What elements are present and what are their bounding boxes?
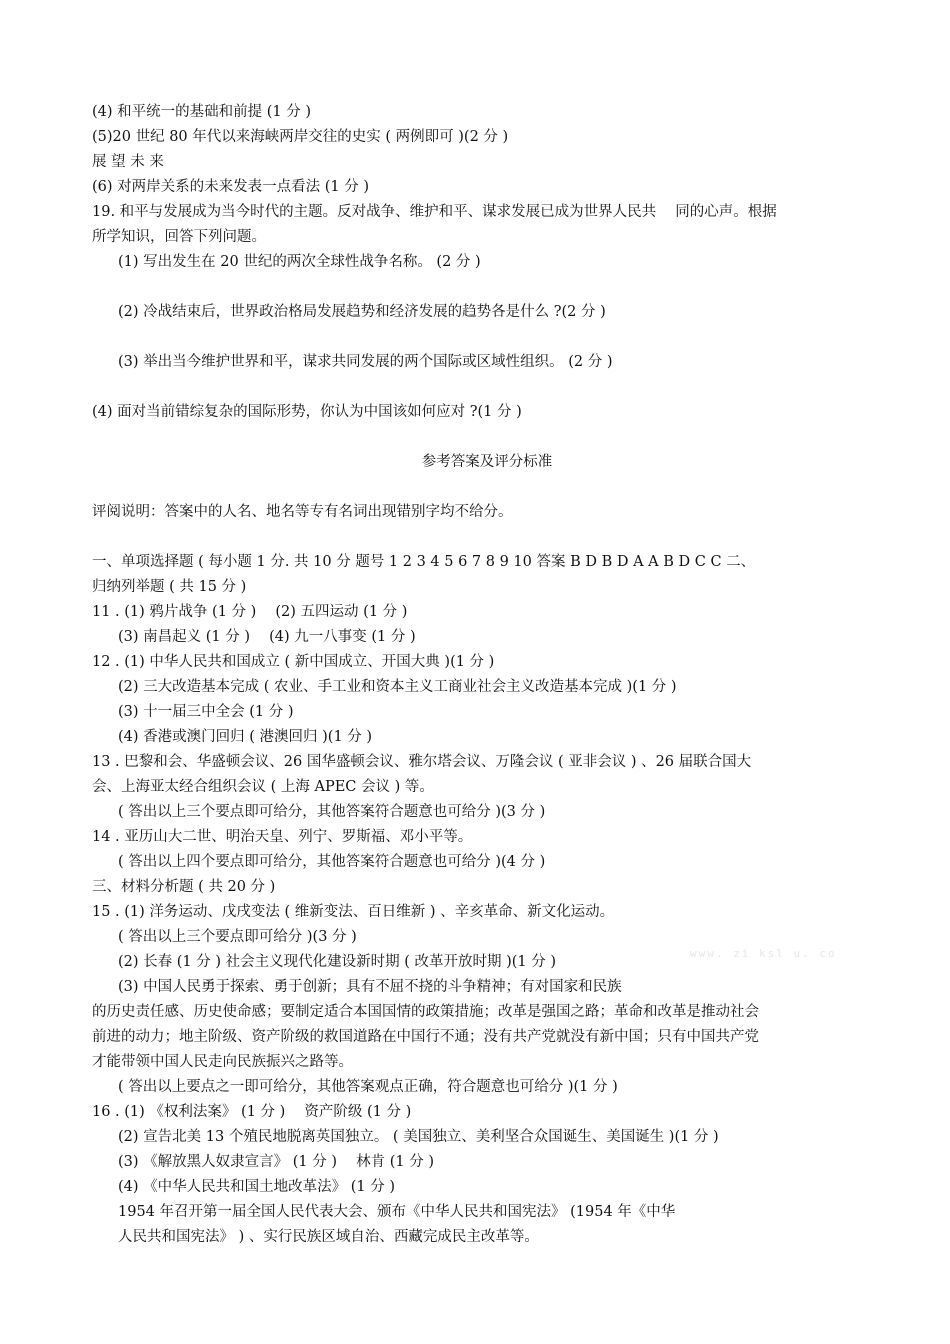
section-3-heading: 三、材料分析题 ( 共 20 分 ) bbox=[92, 879, 276, 895]
question-19-text: 19. 和平与发展成为当今时代的主题。反对战争、维护和平、谋求发展已成为世界人民共 同的心声。根据 bbox=[92, 204, 777, 220]
answer-line: 展 望 未 来 bbox=[92, 154, 164, 170]
document-page bbox=[92, 100, 882, 1250]
answer-16: (3) 《解放黑人奴隶宣言》 (1 分 ) 林肯 (1 分 ) bbox=[118, 1154, 434, 1170]
answer-11: (3) 南昌起义 (1 分 ) (4) 九一八事变 (1 分 ) bbox=[118, 629, 416, 645]
answer-15: 前进的动力；地主阶级、资产阶级的救国道路在中国行不通；没有共产党就没有新中国；只有中国共产党 bbox=[92, 1029, 759, 1045]
question-19-sub: (1) 写出发生在 20 世纪的两次全球性战争名称。 (2 分 ) bbox=[118, 254, 481, 270]
answer-16: (2) 宣告北美 13 个殖民地脱离英国独立。 ( 美国独立、美利坚合众国诞生、美国诞生 )(1 分 ) bbox=[118, 1129, 719, 1145]
answer-16: 1954 年召开第一届全国人民代表大会、颁布《中华人民共和国宪法》 (1954 年《中华 bbox=[118, 1204, 676, 1220]
section-heading: 参考答案及评分标准 bbox=[421, 454, 553, 470]
answer-line: (5)20 世纪 80 年代以来海峡两岸交往的史实 ( 两例即可 )(2 分 ) bbox=[92, 129, 509, 145]
answer-line: (6) 对两岸关系的未来发表一点看法 (1 分 ) bbox=[92, 179, 370, 195]
question-19-sub: (3) 举出当今维护世界和平，谋求共同发展的两个国际或区域性组织。 (2 分 ) bbox=[118, 354, 613, 370]
answer-13: ( 答出以上三个要点即可给分，其他答案符合题意也可给分 )(3 分 ) bbox=[118, 804, 546, 820]
answer-15: (2) 长春 (1 分 ) 社会主义现代化建设新时期 ( 改革开放时期 )(1 分 ) bbox=[118, 954, 557, 970]
faint-watermark: www. zi ksl u. co bbox=[690, 947, 837, 960]
answer-16: 16 . (1) 《权利法案》 (1 分 ) 资产阶级 (1 分 ) bbox=[92, 1104, 412, 1120]
answer-15: 才能带领中国人民走向民族振兴之路等。 bbox=[92, 1054, 353, 1070]
answer-12: 12 . (1) 中华人民共和国成立 ( 新中国成立、开国大典 )(1 分 ) bbox=[92, 654, 495, 670]
answer-12: (4) 香港或澳门回归 ( 港澳回归 )(1 分 ) bbox=[118, 729, 373, 745]
answer-14: 14 . 亚历山大二世、明治天皇、列宁、罗斯福、邓小平等。 bbox=[92, 829, 473, 845]
answer-15: ( 答出以上要点之一即可给分，其他答案观点正确，符合题意也可给分 )(1 分 ) bbox=[118, 1079, 618, 1095]
answer-line: (4) 和平统一的基础和前提 (1 分 ) bbox=[92, 104, 312, 120]
answer-14: ( 答出以上四个要点即可给分，其他答案符合题意也可给分 )(4 分 ) bbox=[118, 854, 546, 870]
answer-13: 会、上海亚太经合组织会议 ( 上海 APEC 会议 ) 等。 bbox=[92, 779, 434, 795]
answer-12: (2) 三大改造基本完成 ( 农业、手工业和资本主义工商业社会主义改造基本完成 )(1 分 ) bbox=[118, 679, 677, 695]
question-19-sub: (4) 面对当前错综复杂的国际形势，你认为中国该如何应对 ?(1 分 ) bbox=[92, 404, 522, 420]
answer-13: 13 . 巴黎和会、华盛顿会议、26 国华盛顿会议、雅尔塔会议、万隆会议 ( 亚非会议 ) 、26 届联合国大 bbox=[92, 754, 752, 770]
question-19-sub: (2) 冷战结束后，世界政治格局发展趋势和经济发展的趋势各是什么 ?(2 分 ) bbox=[118, 304, 606, 320]
answer-15: ( 答出以上三个要点即可给分 )(3 分 ) bbox=[118, 929, 357, 945]
answer-16: (4) 《中华人民共和国土地改革法》 (1 分 ) bbox=[118, 1179, 396, 1195]
section-1-text: 一、单项选择题 ( 每小题 1 分. 共 10 分 题号 1 2 3 4 5 6 7 8 9 10 答案 B D B D A A B D C C 二、 bbox=[92, 554, 756, 570]
question-19-text: 所学知识，回答下列问题。 bbox=[92, 229, 266, 245]
section-1-text: 归纳列举题 ( 共 15 分 ) bbox=[92, 579, 247, 595]
answer-15: 的历史责任感、历史使命感；要制定适合本国国情的政策措施；改革是强国之路；革命和改革是推动社会 bbox=[92, 1004, 759, 1020]
answer-15: 15 . (1) 洋务运动、戊戌变法 ( 维新变法、百日维新 ) 、辛亥革命、新文化运动。 bbox=[92, 904, 615, 920]
grading-note: 评阅说明：答案中的人名、地名等专有名词出现错别字均不给分。 bbox=[92, 504, 513, 520]
answer-15: (3) 中国人民勇于探索、勇于创新；具有不屈不挠的斗争精神；有对国家和民族 bbox=[118, 979, 622, 995]
answer-16: 人民共和国宪法》 ) 、实行民族区域自治、西藏完成民主改革等。 bbox=[118, 1229, 539, 1245]
answer-11: 11 . (1) 鸦片战争 (1 分 ) (2) 五四运动 (1 分 ) bbox=[92, 604, 408, 620]
answer-12: (3) 十一届三中全会 (1 分 ) bbox=[118, 704, 294, 720]
